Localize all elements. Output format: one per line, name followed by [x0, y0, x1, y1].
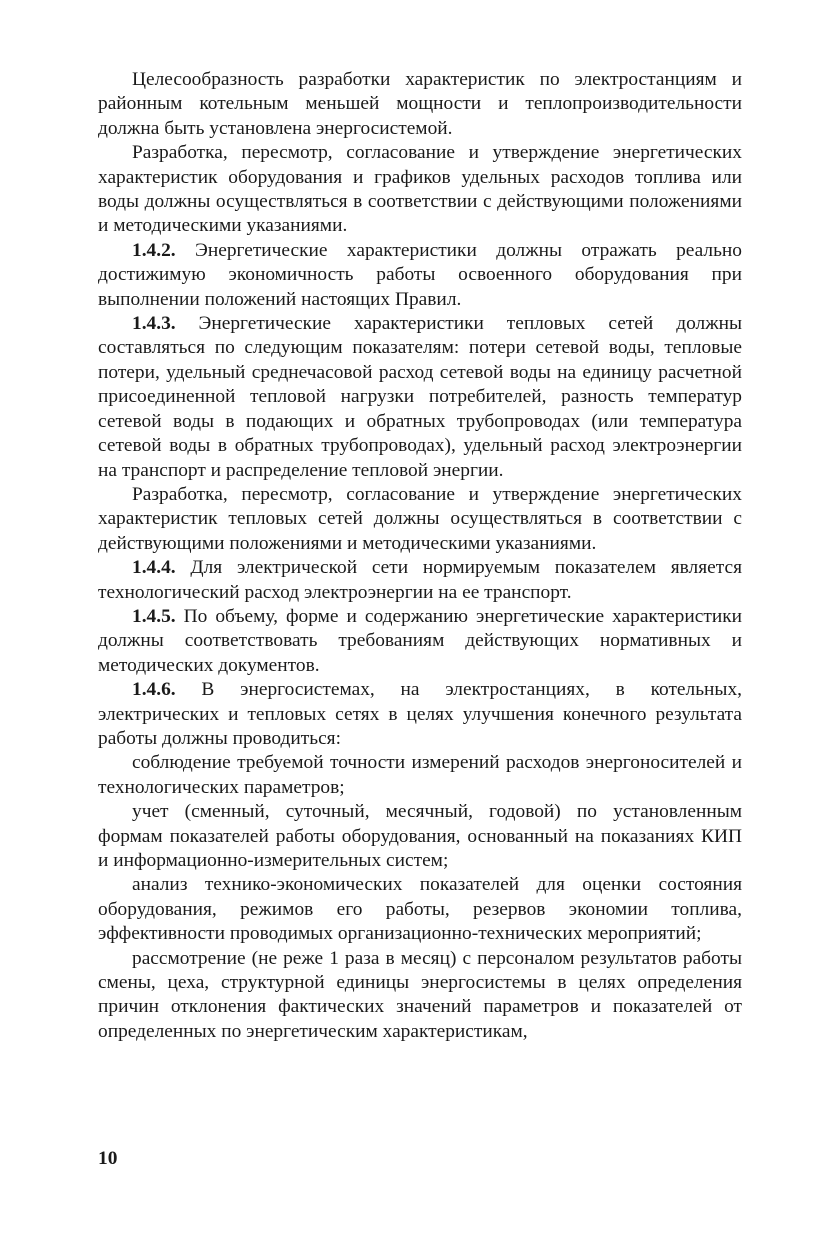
paragraph-text: соблюдение требуемой точности измерений расходов энергоносителей и технологических параметров;: [98, 752, 742, 798]
paragraph-development-equipment: [98, 141, 742, 239]
paragraph-1-4-6: [98, 678, 742, 751]
list-item-accounting: [98, 800, 742, 873]
paragraph-development-heat-networks: [98, 483, 742, 556]
paragraph-feasibility: [98, 68, 742, 141]
paragraph-text: По объему, форме и содержанию энергетические характеристики должны соответствовать требованиям действующих нормативных и методических документов.: [98, 605, 742, 676]
list-item-review: [98, 947, 742, 1045]
paragraph-1-4-5: [98, 605, 742, 678]
paragraph-text: Разработка, пересмотр, согласование и утверждение энергетических характеристик оборудования и графиков удельных расходов топлива или воды должны осуществляться в соответствии с действующими положениями и методическими указаниями.: [98, 142, 742, 237]
list-item-accuracy: [98, 751, 742, 800]
section-number: 1.4.5.: [132, 605, 176, 627]
list-item-analysis: [98, 873, 742, 946]
paragraph-text: рассмотрение (не реже 1 раза в месяц) с персоналом результатов работы смены, цеха, структурной единицы энергосистемы в целях определения причин отклонения фактических значений параметров и показателей от определенных по энергетическим характеристикам,: [98, 947, 742, 1042]
paragraph-1-4-3: [98, 312, 742, 483]
section-number: 1.4.3.: [132, 313, 176, 335]
paragraph-text: Для электрической сети нормируемым показателем является технологический расход электроэнергии на ее транспорт.: [98, 557, 742, 603]
paragraph-1-4-2: [98, 239, 742, 312]
section-number: 1.4.2.: [132, 239, 176, 261]
page-body: [98, 68, 742, 1044]
section-number: 1.4.6.: [132, 679, 176, 701]
page-number: 10: [98, 1148, 118, 1169]
paragraph-text: учет (сменный, суточный, месячный, годовой) по установленным формам показателей работы оборудования, основанный на показаниях КИП и информационно-измерительных систем;: [98, 801, 742, 871]
paragraph-1-4-4: [98, 556, 742, 605]
section-number: 1.4.4.: [132, 557, 176, 579]
paragraph-text: Энергетические характеристики должны отражать реально достижимую экономичность работы освоенного оборудования при выполнении положений настоящих Правил.: [98, 239, 742, 310]
paragraph-text: анализ технико-экономических показателей для оценки состояния оборудования, режимов его работы, резервов экономии топлива, эффективности проводимых организационно-технических мероприятий;: [98, 874, 742, 945]
paragraph-text: Разработка, пересмотр, согласование и утверждение энергетических характеристик тепловых сетей должны осуществляться в соответствии с действующими положениями и методическими указаниями.: [98, 483, 742, 554]
paragraph-text: В энергосистемах, на электростанциях, в котельных, электрических и тепловых сетях в целях улучшения конечного результата работы должны проводиться:: [98, 679, 742, 749]
paragraph-text: Целесообразность разработки характеристик по электростанциям и районным котельным меньшей мощности и теплопроизводительности должна быть установлена энергосистемой.: [98, 69, 742, 139]
paragraph-text: Энергетические характеристики тепловых сетей должны составляться по следующим показателям: потери сетевой воды, тепловые потери, удельный среднечасовой расход сетевой воды на единицу расчетной присоединенной тепловой нагрузки потребителей, разность температур сетевой воды в подающих и обратных трубопроводах (или температура сетевой воды в обратных трубопроводах), удельный расход электроэнергии на транспорт и распределение тепловой энергии.: [98, 313, 742, 481]
